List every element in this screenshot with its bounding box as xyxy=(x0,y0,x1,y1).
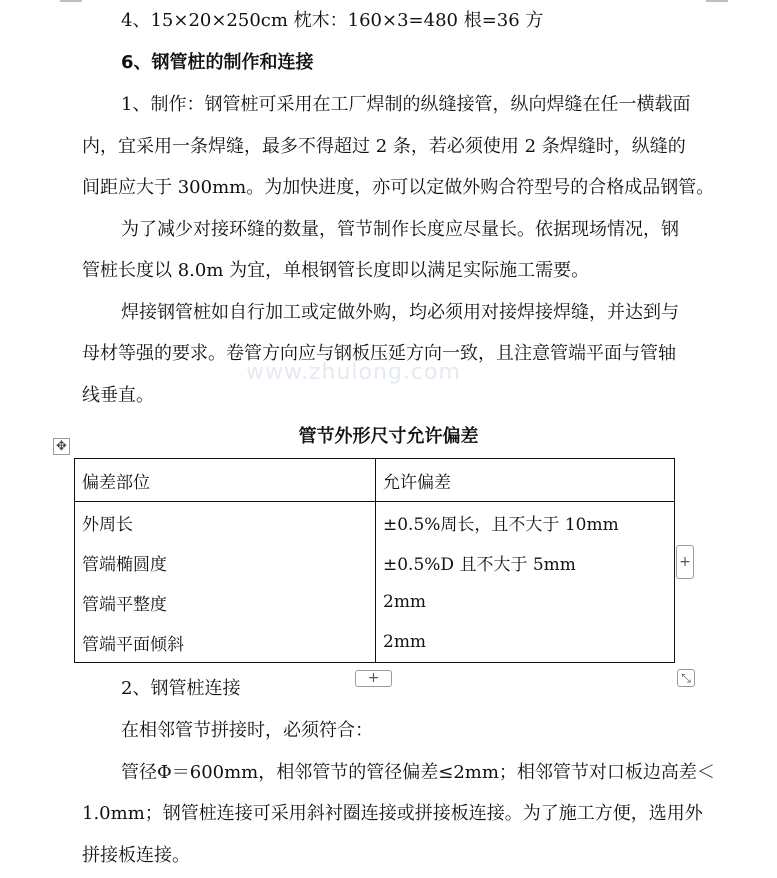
para5-line3: 拼接板连接。 xyxy=(82,845,190,866)
para1-line3: 间距应大于 300mm。为加快进度，亦可以定做外购合符型号的合格成品钢管。 xyxy=(82,177,715,198)
para3-line2: 母材等强的要求。卷管方向应与钢板压延方向一致，且注意管端平面与管轴 xyxy=(82,343,676,364)
table-cell[interactable]: 2mm xyxy=(383,632,427,652)
plus-icon: + xyxy=(367,670,380,686)
resize-icon: ⤡ xyxy=(681,671,691,685)
table-cell[interactable]: 管端椭圆度 xyxy=(75,542,376,582)
para2-line2: 管桩长度以 8.0m 为宜，单根钢管长度即以满足实际施工需要。 xyxy=(82,260,590,281)
page-edge-mark-left xyxy=(60,0,82,2)
table-cell[interactable]: 2mm xyxy=(383,592,427,612)
para5-line1: 管径Φ＝600mm，相邻管节的管径偏差≤2mm；相邻管节对口板边高差＜ xyxy=(121,762,715,783)
watermark: www.zhulong.com xyxy=(246,360,461,385)
move-icon: ✥ xyxy=(56,439,67,454)
table-row xyxy=(75,622,675,663)
table-cell[interactable]: ±0.5%周长，且不大于 10mm xyxy=(383,514,619,535)
table-row xyxy=(75,502,675,543)
para3-line1: 焊接钢管桩如自行加工或定做外购，均必须用对接焊接焊缝，并达到与 xyxy=(121,302,679,323)
para2-line1: 为了减少对接环缝的数量，管节制作长度应尽量长。依据现场情况，钢 xyxy=(121,219,679,240)
tolerance-table xyxy=(74,458,675,663)
table-move-handle[interactable] xyxy=(53,438,70,455)
header-cell-tolerance[interactable]: 允许偏差 xyxy=(376,459,675,502)
plus-icon: + xyxy=(679,554,691,570)
table-title: 管节外形尺寸允许偏差 xyxy=(298,426,479,447)
table-header-row xyxy=(75,459,675,502)
subsection-2: 2、钢管桩连接 xyxy=(121,678,241,699)
para1-line1: 1、制作：钢管桩可采用在工厂焊制的纵缝接管，纵向焊缝在任一横载面 xyxy=(121,94,691,115)
para3-line3: 线垂直。 xyxy=(82,385,154,406)
para4-line: 在相邻管节拼接时，必须符合： xyxy=(121,720,373,741)
header-cell-position[interactable]: 偏差部位 xyxy=(75,459,376,502)
table-cell[interactable]: 管端平整度 xyxy=(75,582,376,622)
table-row xyxy=(75,582,675,622)
table-row xyxy=(75,542,675,582)
section-heading: 6、钢管桩的制作和连接 xyxy=(121,52,314,73)
table-cell[interactable]: 管端平面倾斜 xyxy=(75,622,376,663)
para5-line2: 1.0mm；钢管桩连接可采用斜衬圈连接或拼接板连接。为了施工方便，选用外 xyxy=(82,803,703,824)
table-cell[interactable]: 外周长 xyxy=(75,502,376,543)
item-4-line: 4、15×20×250cm 枕木：160×3=480 根=36 方 xyxy=(121,10,544,31)
add-row-button[interactable] xyxy=(355,670,392,687)
table-cell[interactable]: ±0.5%D 且不大于 5mm xyxy=(383,554,576,575)
add-column-button[interactable] xyxy=(676,545,694,579)
para1-line2: 内，宜采用一条焊缝，最多不得超过 2 条，若必须使用 2 条焊缝时，纵缝的 xyxy=(82,136,686,157)
table-resize-handle[interactable] xyxy=(677,669,695,687)
page-edge-mark-right xyxy=(706,0,728,2)
